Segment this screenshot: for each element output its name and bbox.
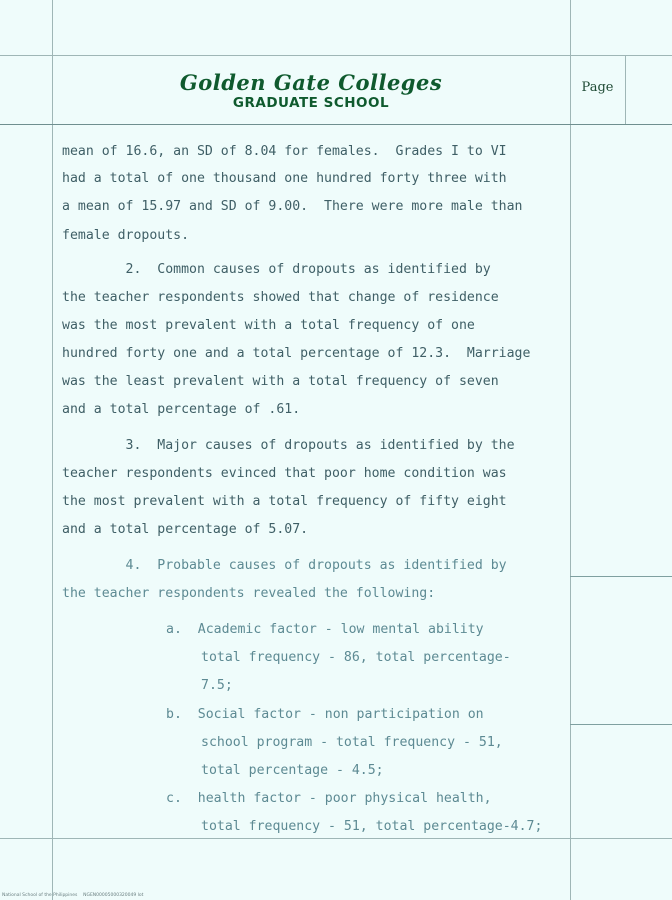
- right-tick-1: [570, 576, 672, 577]
- text-line: was the least prevalent with a total frequency of seven: [62, 374, 499, 389]
- list-item-b: b. Social factor - non participation on: [166, 707, 484, 722]
- college-name: Golden Gate Colleges: [179, 70, 443, 95]
- text-line: hundred forty one and a total percentage of 12.3. Marriage: [62, 346, 531, 361]
- header-bottom-line: [0, 124, 672, 125]
- text-line: 3. Major causes of dropouts as identified by the: [62, 438, 515, 453]
- footer-line: [0, 838, 672, 839]
- list-item-c-cont: total frequency - 51, total percentage-4.7;: [201, 819, 543, 834]
- text-line: teacher respondents evinced that poor home condition was: [62, 466, 507, 481]
- text-line: mean of 16.6, an SD of 8.04 for females. Grades I to VI: [62, 144, 507, 159]
- text-line: was the most prevalent with a total frequency of one: [62, 318, 475, 333]
- list-item-c: c. health factor - poor physical health,: [166, 791, 492, 806]
- margin-line-left: [52, 0, 53, 900]
- list-item-a-cont: total frequency - 86, total percentage-: [201, 650, 511, 665]
- list-item-a-cont: 7.5;: [201, 678, 233, 693]
- right-tick-2: [570, 724, 672, 725]
- text-line: a mean of 15.97 and SD of 9.00. There were more male than: [62, 199, 523, 214]
- margin-line-page: [625, 55, 626, 125]
- text-line: the most prevalent with a total frequency of fifty eight: [62, 494, 507, 509]
- text-line: the teacher respondents showed that change of residence: [62, 290, 499, 305]
- school-name: GRADUATE SCHOOL: [232, 95, 390, 111]
- list-item-a: a. Academic factor - low mental ability: [166, 622, 484, 637]
- text-line: 4. Probable causes of dropouts as identified by: [62, 558, 507, 573]
- text-line: female dropouts.: [62, 228, 190, 243]
- scan-footer: National School of the Philippines NGEN00005000320049 lot: [2, 893, 144, 898]
- header-top-line: [0, 55, 672, 56]
- text-line: had a total of one thousand one hundred forty three with: [62, 171, 507, 186]
- margin-line-right: [570, 0, 571, 900]
- text-line: 2. Common causes of dropouts as identified by: [62, 262, 491, 277]
- text-line: the teacher respondents revealed the following:: [62, 586, 436, 601]
- list-item-b-cont: school program - total frequency - 51,: [201, 735, 503, 750]
- text-line: and a total percentage of .61.: [62, 402, 301, 417]
- page-label: Page: [581, 80, 614, 95]
- text-line: and a total percentage of 5.07.: [62, 522, 309, 537]
- list-item-b-cont: total percentage - 4.5;: [201, 763, 384, 778]
